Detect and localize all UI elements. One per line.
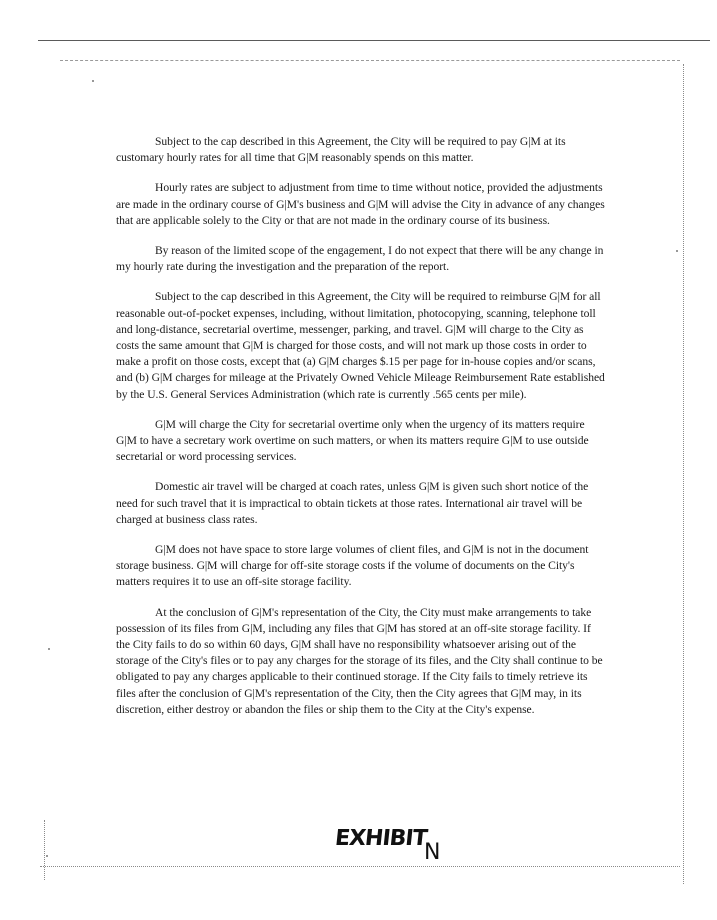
scan-left-edge — [44, 820, 45, 880]
paragraph-conclusion-files: At the conclusion of G|M's representation of the City, the City must make arrangements to take possession of its files from G|M, including any files that G|M has stored at an off-site storage facility. If the City fails to do so within 60 days, G|M shall have no responsibility whatsoever arising out of the storage of the City's files or to pay any charges for the storage of its files, and the City shall continue to be obligated to pay any charges applicable to their continued storage. If the City fails to timely retrieve its files after the conclusion of G|M's representation of the City, then the City agrees that G|M may, in its discretion, either destroy or abandon the files or ship them to the City at the City's expense. — [116, 605, 603, 716]
paragraph-rate-adjustments: Hourly rates are subject to adjustment from time to time without notice, provided the adjustments are made in the ordinary course of G|M's business and G|M will advise the City in advance of any changes that are applicable solely to the City or that are not made in the ordinary course of its business. — [116, 181, 605, 227]
scan-speck — [92, 80, 94, 82]
scan-top-dashed-rule — [60, 60, 680, 61]
paragraph-limited-scope: By reason of the limited scope of the engagement, I do not expect that there will be any change in my hourly rate during the investigation and the preparation of the report. — [116, 244, 604, 274]
paragraph-air-travel: Domestic air travel will be charged at coach rates, unless G|M is given such short notice of the need for such travel that it is impractical to obtain tickets at those rates. International air travel will be charged at business class rates. — [116, 480, 589, 526]
exhibit-letter: N — [424, 840, 441, 865]
scan-speck — [676, 250, 678, 252]
scan-speck — [46, 855, 48, 857]
scan-speck — [48, 648, 50, 650]
exhibit-stamp: EXHIBIT — [333, 826, 428, 851]
scan-bottom-rule — [40, 866, 680, 867]
paragraph-secretarial-overtime: G|M will charge the City for secretarial overtime only when the urgency of its matters require G|M to have a secretary work overtime on such matters, or when its matters require G|M to use outside secretarial or word processing services. — [116, 417, 589, 464]
paragraph-file-storage: G|M does not have space to store large volumes of client files, and G|M is not in the document storage business. G|M will charge for off-site storage costs if the volume of documents on the City's matters requires it to use an off-site storage facility. — [116, 543, 589, 589]
paragraph-out-of-pocket-expenses: Subject to the cap described in this Agreement, the City will be required to reimburse G|M for all reasonable out-of-pocket expenses, including, without limitation, photocopying, scanning, telephone toll and long-distance, secretarial overtime, messenger, parking, and travel. G|M will charge to the City as costs the same amount that G|M is charged for those costs, and will not mark up those costs in order to make a profit on those costs, except that (a) G|M charges $.15 per page for in-house copies and/or scans, and (b) G|M charges for mileage at the Privately Owned Vehicle Mileage Reimbursement Rate established by the U.S. General Services Administration (which rate is currently .565 cents per mile). — [116, 290, 605, 401]
scan-right-edge — [683, 64, 684, 884]
paragraph-hourly-rates-cap: Subject to the cap described in this Agreement, the City will be required to pay G|M at its customary hourly rates for all time that G|M reasonably spends on this matter. — [116, 135, 566, 165]
scan-top-rule — [38, 40, 710, 41]
document-body — [116, 134, 606, 732]
